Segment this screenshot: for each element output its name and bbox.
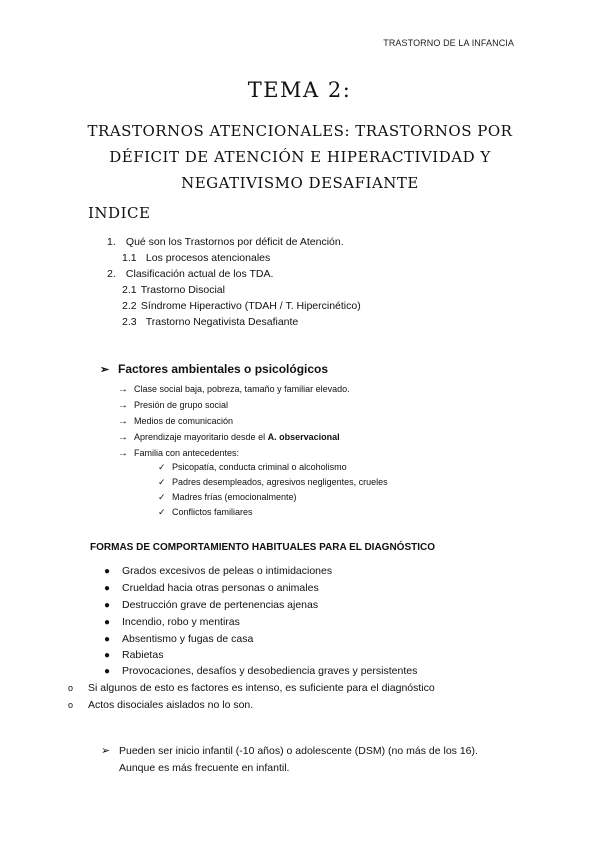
factor-text: Presión de grupo social <box>134 400 229 410</box>
toc-number: 1.1 <box>122 252 137 264</box>
arrow-right-icon: → <box>118 400 128 411</box>
factor-item <box>118 400 228 411</box>
checkmark-icon: ✓ <box>158 507 166 517</box>
diagnosis-note <box>68 682 435 694</box>
arrow-right-icon: → <box>118 384 128 395</box>
family-item <box>158 477 388 488</box>
bullet-icon: ● <box>104 617 111 628</box>
toc-item <box>122 300 361 312</box>
factor-item <box>118 416 233 427</box>
checkmark-icon: ✓ <box>158 477 166 487</box>
diagnosis-item <box>104 633 253 645</box>
toc-number: 2.2 <box>122 300 137 312</box>
diagnosis-item <box>104 616 240 628</box>
toc-text: Clasificación actual de los TDA. <box>125 268 274 280</box>
toc-text: Los procesos atencionales <box>145 252 271 264</box>
diagnosis-note <box>68 699 253 711</box>
toc-item <box>122 252 270 264</box>
diagnosis-item <box>104 582 319 594</box>
toc-text: Qué son los Trastornos por déficit de Atención. <box>125 236 344 248</box>
family-text: Madres frías (emocionalmente) <box>172 492 297 502</box>
diagnosis-text: Incendio, robo y mentiras <box>122 616 240 628</box>
page-subtitle: TRASTORNOS ATENCIONALES: TRASTORNOS POR DÉFICIT DE ATENCIÓN E HIPERACTIVIDAD Y NEGATIVISMO DESAFIANTE <box>87 122 513 192</box>
toc-number: 2.3 <box>122 316 137 328</box>
arrow-right-icon: → <box>118 416 128 427</box>
hollow-bullet-icon: o <box>68 683 74 693</box>
onset-line-1: Pueden ser inicio infantil (-10 años) o adolescente (DSM) (no más de los 16). <box>119 745 478 757</box>
factor-text: Clase social baja, pobreza, tamaño y familiar elevado. <box>134 384 350 394</box>
arrow-right-icon: → <box>118 448 128 459</box>
diagnosis-text: Rabietas <box>122 649 164 661</box>
checkmark-icon: ✓ <box>158 462 166 472</box>
arrowhead-bullet-icon: ➢ <box>101 745 111 757</box>
toc-number: 1. <box>107 236 116 248</box>
bullet-icon: ● <box>104 566 111 577</box>
note-text: Si algunos de esto es factores es intenso, es suficiente para el diagnóstico <box>88 682 435 694</box>
index-heading: INDICE <box>88 204 151 222</box>
bullet-icon: ● <box>104 634 111 645</box>
page-title: TEMA 2: <box>247 78 352 102</box>
diagnosis-item <box>104 649 163 661</box>
toc-number: 2. <box>107 268 116 280</box>
family-item <box>158 492 297 503</box>
arrow-right-icon: → <box>118 432 128 443</box>
family-text: Padres desempleados, agresivos negligentes, crueles <box>172 477 388 487</box>
running-header: TRASTORNO DE LA INFANCIA <box>383 38 514 48</box>
factor-item <box>118 384 350 395</box>
factors-heading-text: Factores ambientales o psicológicos <box>118 362 329 376</box>
onset-line-2: Aunque es más frecuente en infantil. <box>119 762 290 774</box>
bullet-icon: ● <box>104 583 111 594</box>
bullet-icon: ● <box>104 666 111 677</box>
diagnosis-item <box>104 665 417 677</box>
family-item <box>158 507 253 518</box>
factors-heading <box>100 362 328 376</box>
family-text: Psicopatía, conducta criminal o alcoholismo <box>172 462 347 472</box>
toc-item <box>107 268 273 280</box>
diagnosis-text: Grados excesivos de peleas o intimidaciones <box>122 565 333 577</box>
toc-number: 2.1 <box>122 284 137 296</box>
diagnosis-text: Destrucción grave de pertenencias ajenas <box>122 599 319 611</box>
diagnosis-text: Provocaciones, desafíos y desobediencia graves y persistentes <box>122 665 418 677</box>
toc-text: Síndrome Hiperactivo (TDAH / T. Hipercinético) <box>140 300 361 312</box>
toc-item <box>107 236 344 248</box>
factor-item <box>118 432 340 443</box>
toc-item <box>122 316 298 328</box>
checkmark-icon: ✓ <box>158 492 166 502</box>
bullet-icon: ● <box>104 650 111 661</box>
family-text: Conflictos familiares <box>172 507 253 517</box>
factor-text: Medios de comunicación <box>134 416 234 426</box>
toc-text: Trastorno Disocial <box>140 284 225 296</box>
factor-item <box>118 448 239 459</box>
bullet-icon: ● <box>104 600 111 611</box>
toc-item <box>122 284 225 296</box>
diagnosis-item <box>104 599 318 611</box>
arrowhead-bullet-icon: ➢ <box>100 364 110 376</box>
hollow-bullet-icon: o <box>68 700 74 710</box>
note-text: Actos disociales aislados no lo son. <box>88 699 254 711</box>
diagnosis-text: Absentismo y fugas de casa <box>122 633 254 645</box>
factor-emphasis: A. observacional <box>267 432 340 442</box>
diagnosis-item <box>104 565 332 577</box>
diagnosis-text: Crueldad hacia otras personas o animales <box>122 582 319 594</box>
diagnosis-heading: FORMAS DE COMPORTAMIENTO HABITUALES PARA EL DIAGNÓSTICO <box>90 542 436 553</box>
onset-note <box>101 743 478 777</box>
factor-text: Aprendizaje mayoritario desde el <box>134 432 266 442</box>
family-item <box>158 462 347 473</box>
toc-text: Trastorno Negativista Desafiante <box>145 316 299 328</box>
factor-text: Familia con antecedentes: <box>134 448 240 458</box>
